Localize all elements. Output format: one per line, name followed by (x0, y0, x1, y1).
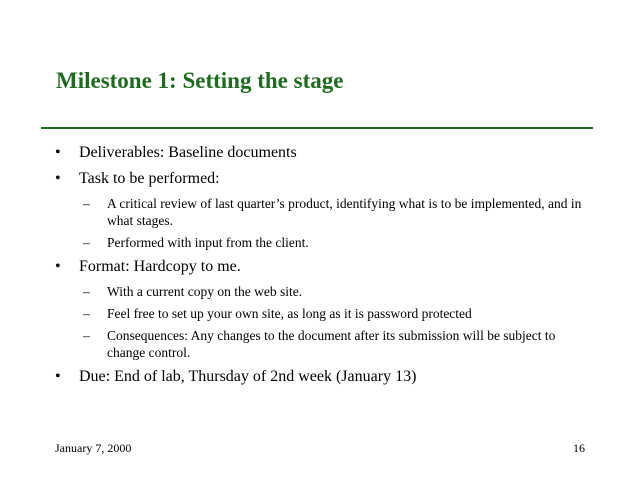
bullet-item-task (55, 169, 595, 251)
sub-list (79, 283, 595, 361)
title-divider (41, 127, 593, 129)
dash-marker: – (83, 235, 90, 250)
sub-item (79, 283, 595, 300)
bullet-marker: • (55, 144, 61, 161)
sub-item (79, 234, 595, 251)
bullet-marker: • (55, 258, 61, 275)
sub-item (79, 327, 595, 361)
bullet-text: Deliverables: Baseline documents (79, 144, 297, 161)
sub-list (79, 195, 595, 251)
dash-marker: – (83, 306, 90, 321)
sub-item-text: With a current copy on the web site. (107, 284, 303, 299)
bullet-item-due (55, 367, 595, 387)
sub-item-text: A critical review of last quarter’s product, identifying what is to be implemented, and in what stages. (107, 196, 582, 228)
bullet-text: Format: Hardcopy to me. (79, 258, 241, 275)
dash-marker: – (83, 284, 90, 299)
sub-item (79, 305, 595, 322)
sub-item-text: Performed with input from the client. (107, 235, 309, 250)
dash-marker: – (83, 328, 90, 343)
slide-title: Milestone 1: Setting the stage (56, 68, 344, 93)
bullet-list (55, 143, 595, 393)
bullet-item-deliverables (55, 143, 595, 163)
bullet-marker: • (55, 170, 61, 187)
page-number: 16 (573, 441, 585, 455)
sub-item-text: Consequences: Any changes to the document after its submission will be subject to change control. (107, 328, 556, 360)
bullet-marker: • (55, 368, 61, 385)
bullet-text: Task to be performed: (79, 170, 220, 187)
bullet-item-format (55, 257, 595, 361)
sub-item-text: Feel free to set up your own site, as long as it is password protected (107, 306, 472, 321)
dash-marker: – (83, 196, 90, 211)
bullet-text: Due: End of lab, Thursday of 2nd week (January 13) (79, 368, 417, 385)
footer-date: January 7, 2000 (55, 441, 132, 455)
sub-item (79, 195, 595, 229)
